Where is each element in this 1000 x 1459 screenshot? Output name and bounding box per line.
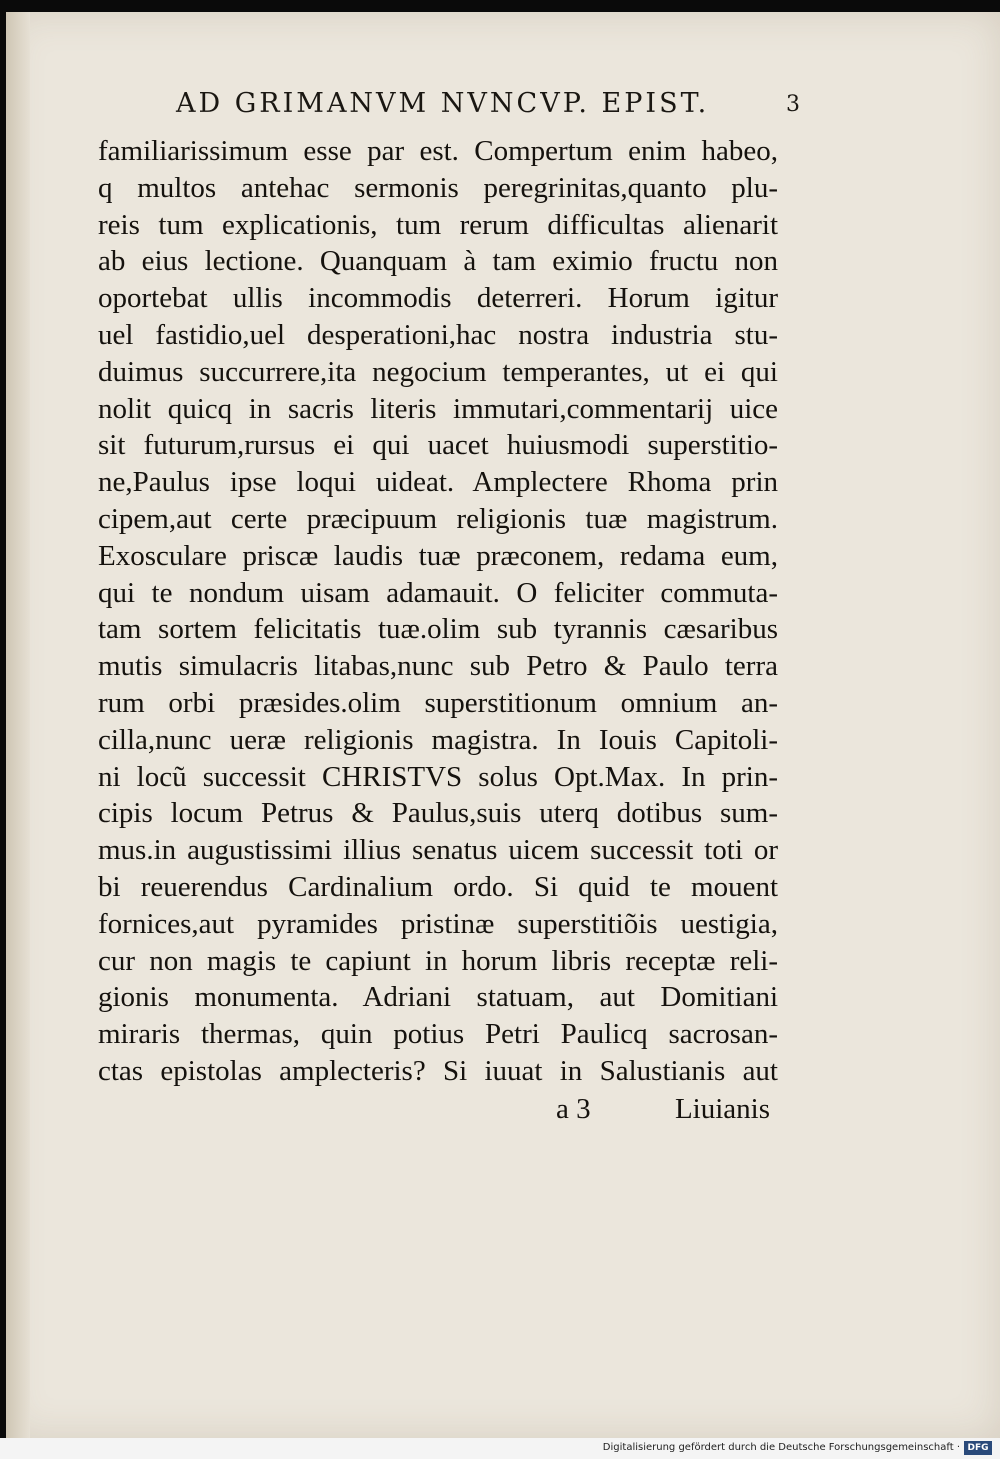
text-line: sit futurum,rursus ei qui uacet huiusmodi superstitio-	[98, 429, 778, 462]
text-line: mutis simulacris litabas,nunc sub Petro & Paulo terra	[98, 650, 778, 683]
body-text	[98, 133, 778, 1090]
text-line: oportebat ullis incommodis deterreri. Horum igitur	[98, 282, 778, 315]
text-line: familiarissimum esse par est. Compertum enim habeo,	[98, 135, 778, 167]
text-line: nolit quicq in sacris literis immutari,commentarij uice	[98, 392, 778, 425]
text-line: fornices,aut pyramides pristinæ superstitiõis uestigia,	[98, 907, 778, 940]
footer-bar	[0, 1438, 1000, 1459]
text-line: ni locũ successit CHRISTVS solus Opt.Max. In prin-	[98, 760, 778, 793]
text-line: cipem,aut certe præcipuum religionis tuæ magistrum.	[98, 502, 778, 535]
text-line: cipis locum Petrus & Paulus,suis uterq dotibus sum-	[98, 797, 778, 830]
text-line: qui te nondum uisam adamauit. O feliciter commuta-	[98, 576, 778, 609]
running-head: AD GRIMANVM NVNCVP. EPIST.	[176, 88, 710, 119]
text-line: ctas epistolas amplecteris? Si iuuat in Salustianis aut	[98, 1054, 778, 1087]
text-line: mus.in augustissimi illius senatus uicem successit toti or	[98, 834, 778, 867]
page-gutter-edge	[6, 12, 30, 1438]
text-line: miraris thermas, quin potius Petri Paulicq sacrosan-	[98, 1018, 778, 1051]
text-line: ab eius lectione. Quanquam à tam eximio fructu non	[98, 245, 778, 278]
text-line: cilla,nunc ueræ religionis magistra. In Iouis Capitoli-	[98, 723, 778, 756]
text-line: cur non magis te capiunt in horum libris receptæ reli-	[98, 944, 778, 977]
signature-mark: a 3	[556, 1093, 591, 1125]
folio-number: 3	[786, 92, 800, 117]
text-line: uel fastidio,uel desperationi,hac nostra industria stu-	[98, 318, 778, 351]
catchword: Liuianis	[674, 1093, 770, 1125]
text-line: bi reuerendus Cardinalium ordo. Si quid te mouent	[98, 870, 778, 903]
text-line: duimus succurrere,ita negocium temperantes, ut ei qui	[98, 355, 778, 388]
text-line: rum orbi præsides.olim superstitionum omnium an-	[98, 686, 778, 719]
text-line: Exosculare priscæ laudis tuæ præconem, redama eum,	[98, 539, 778, 572]
dfg-logo-icon: DFG	[964, 1441, 992, 1455]
text-line: tam sortem felicitatis tuæ.olim sub tyrannis cæsaribus	[98, 613, 778, 646]
funding-note: Digitalisierung gefördert durch die Deutsche Forschungsgemeinschaft ·	[602, 1442, 960, 1453]
text-line: reis tum explicationis, tum rerum difficultas alienarit	[98, 208, 778, 241]
text-line: q multos antehac sermonis peregrinitas,quanto plu-	[98, 171, 778, 204]
text-line: gionis monumenta. Adriani statuam, aut Domitiani	[98, 981, 778, 1014]
text-line: ne,Paulus ipse loqui uideat. Amplectere Rhoma prin	[98, 466, 778, 499]
